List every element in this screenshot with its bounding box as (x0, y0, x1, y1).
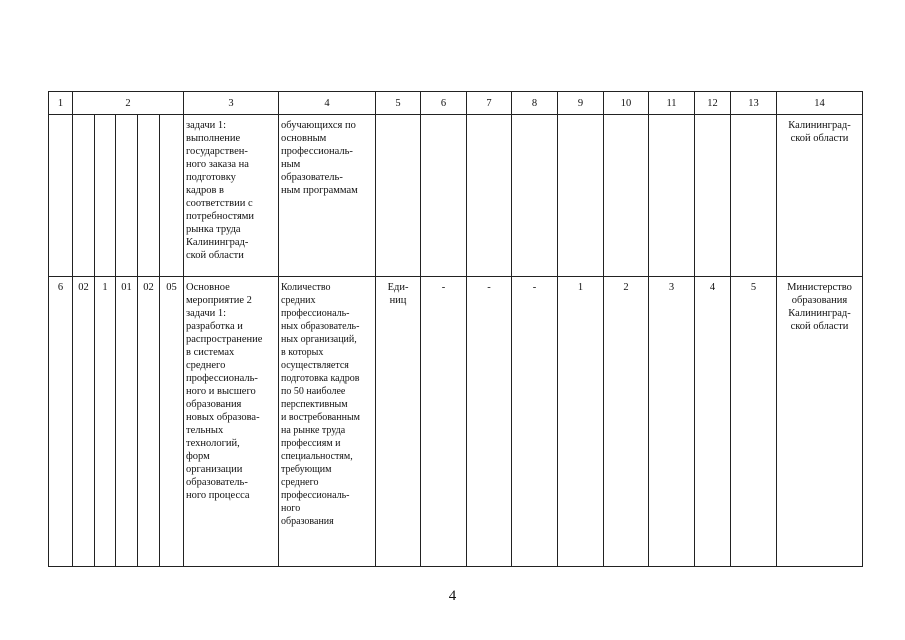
table-row (49, 115, 863, 277)
program-table (48, 91, 863, 567)
row-number-cell: 6 (49, 277, 73, 567)
empty-cell (73, 115, 95, 277)
empty-cell (467, 115, 512, 277)
indicator-name-cell: Количество средних профессиональ- ных образователь- ных организаций, в которых осуществляется подготовка кадров по 50 наиболее перспективным и востребованным на рынке труда профессиям и специальностям, требующим среднего профессиональ- ного образования (279, 277, 376, 567)
header-cell: 7 (467, 92, 512, 115)
code-cell: 01 (116, 277, 138, 567)
header-cell: 8 (512, 92, 558, 115)
unit-cell: Еди- ниц (376, 277, 421, 567)
value-cell: 4 (695, 277, 731, 567)
header-cell: 3 (184, 92, 279, 115)
empty-cell (558, 115, 604, 277)
value-cell: - (512, 277, 558, 567)
value-cell: 1 (558, 277, 604, 567)
value-cell: - (421, 277, 467, 567)
empty-cell (138, 115, 160, 277)
value-cell: - (467, 277, 512, 567)
activity-name-cell: задачи 1: выполнение государствен- ного заказа на подготовку кадров в соответствии с потребностями рынка труда Калининград- ской области (184, 115, 279, 277)
header-cell: 1 (49, 92, 73, 115)
value-cell: 2 (604, 277, 649, 567)
code-cell: 05 (160, 277, 184, 567)
header-cell: 13 (731, 92, 777, 115)
activity-name-cell: Основное мероприятие 2 задачи 1: разработка и распространение в системах среднего профессиональ- ного и высшего образования новых образова- тельных технологий, форм организации образователь- ного процесса (184, 277, 279, 567)
header-cell: 14 (777, 92, 863, 115)
empty-cell (160, 115, 184, 277)
header-cell: 5 (376, 92, 421, 115)
empty-cell (116, 115, 138, 277)
responsible-cell: Министерство образования Калининград- ской области (777, 277, 863, 567)
header-row (49, 92, 863, 115)
empty-cell (649, 115, 695, 277)
header-cell: 11 (649, 92, 695, 115)
header-cell: 2 (73, 92, 184, 115)
empty-cell (604, 115, 649, 277)
empty-cell (512, 115, 558, 277)
page-number: 4 (448, 588, 457, 604)
empty-cell (695, 115, 731, 277)
header-cell: 9 (558, 92, 604, 115)
header-cell: 6 (421, 92, 467, 115)
table-row (49, 277, 863, 567)
header-cell: 10 (604, 92, 649, 115)
value-cell: 3 (649, 277, 695, 567)
header-cell: 4 (279, 92, 376, 115)
code-cell: 02 (138, 277, 160, 567)
responsible-cell: Калининград- ской области (777, 115, 863, 277)
value-cell: 5 (731, 277, 777, 567)
code-cell: 02 (73, 277, 95, 567)
empty-cell (95, 115, 116, 277)
indicator-name-cell: обучающихся по основным профессиональ- ным образователь- ным программам (279, 115, 376, 277)
empty-cell (731, 115, 777, 277)
empty-cell (376, 115, 421, 277)
empty-cell (421, 115, 467, 277)
empty-cell (49, 115, 73, 277)
code-cell: 1 (95, 277, 116, 567)
header-cell: 12 (695, 92, 731, 115)
